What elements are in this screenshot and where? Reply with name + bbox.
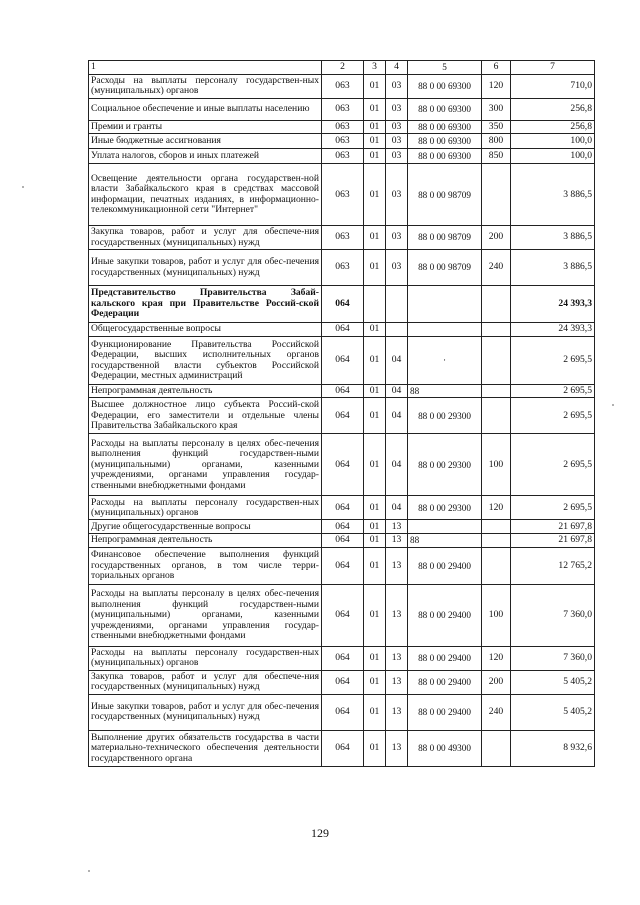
row-gr-cell: 064 [322, 694, 364, 730]
row-csr-cell [408, 286, 482, 323]
row-sum-cell: 21 697,8 [511, 534, 595, 547]
row-pr-cell: 03 [386, 98, 408, 120]
row-gr-cell: 064 [322, 286, 364, 323]
page-number: 129 [311, 826, 329, 840]
row-rz-cell: 01 [364, 98, 386, 120]
table-row [89, 534, 595, 547]
row-pr-cell: 04 [386, 337, 408, 385]
scan-speck [22, 186, 24, 188]
row-gr-cell: 063 [322, 120, 364, 133]
header-col-2: 2 [322, 61, 364, 75]
row-rz-cell: 01 [364, 120, 386, 133]
row-rz-cell: 01 [364, 694, 386, 730]
table-row [89, 286, 595, 323]
table-row [89, 323, 595, 337]
row-gr-cell: 063 [322, 226, 364, 250]
row-gr-cell: 064 [322, 730, 364, 766]
row-sum-cell: 3 886,5 [511, 164, 595, 226]
row-rz-cell: 01 [364, 226, 386, 250]
table-row [89, 98, 595, 120]
header-col-4: 4 [386, 61, 408, 75]
row-vr-cell [482, 286, 511, 323]
row-pr-cell: 03 [386, 250, 408, 286]
row-name-cell: Иные закупки товаров, работ и услуг для обес-печения государственных (муниципальных) нужд [89, 694, 322, 730]
row-pr-cell: 03 [386, 120, 408, 133]
row-vr-cell: 100 [482, 434, 511, 496]
row-csr-cell: 88 0 00 69300 [408, 98, 482, 120]
row-vr-cell [482, 520, 511, 534]
row-rz-cell: 01 [364, 534, 386, 547]
row-pr-cell: 13 [386, 670, 408, 694]
table-row [89, 670, 595, 694]
row-vr-cell: 100 [482, 584, 511, 646]
row-csr-cell: 88 [408, 534, 482, 547]
row-vr-cell: 350 [482, 120, 511, 133]
row-name-cell: Иные закупки товаров, работ и услуг для обес-печения государственных (муниципальных) нужд [89, 250, 322, 286]
row-name-cell: Уплата налогов, сборов и иных платежей [89, 149, 322, 164]
row-vr-cell: 850 [482, 149, 511, 164]
header-col-7: 7 [511, 61, 595, 75]
row-vr-cell: 300 [482, 98, 511, 120]
header-col-1: 1 [89, 61, 322, 75]
row-name-cell: Расходы на выплаты персоналу в целях обес-печения выполнения функций государствен-ными (муниципальными) органами, казенными учреждениями, органами управления государ-ственными внебюджетными фондами [89, 584, 322, 646]
row-sum-cell: 100,0 [511, 149, 595, 164]
row-sum-cell: 5 405,2 [511, 694, 595, 730]
row-name-cell: Закупка товаров, работ и услуг для обеспече-ния государственных (муниципальных) нужд [89, 670, 322, 694]
row-rz-cell: 01 [364, 584, 386, 646]
table-row [89, 337, 595, 385]
row-rz-cell: 01 [364, 75, 386, 99]
row-rz-cell: 01 [364, 250, 386, 286]
table-row [89, 730, 595, 766]
row-sum-cell: 8 932,6 [511, 730, 595, 766]
row-vr-cell [482, 534, 511, 547]
header-col-6: 6 [482, 61, 511, 75]
row-vr-cell: 800 [482, 134, 511, 149]
row-sum-cell: 3 886,5 [511, 250, 595, 286]
row-csr-cell: 88 0 00 69300 [408, 134, 482, 149]
row-gr-cell: 064 [322, 496, 364, 520]
table-row [89, 385, 595, 398]
row-rz-cell: 01 [364, 323, 386, 337]
budget-table-body [89, 61, 595, 767]
row-sum-cell: 2 695,5 [511, 434, 595, 496]
row-csr-cell: 88 0 00 29400 [408, 694, 482, 730]
row-pr-cell: 13 [386, 730, 408, 766]
row-rz-cell: 01 [364, 149, 386, 164]
row-csr-cell: 88 0 00 29300 [408, 434, 482, 496]
row-vr-cell: 120 [482, 75, 511, 99]
table-row [89, 164, 595, 226]
row-name-cell: Высшее должностное лицо субъекта Россий-ской Федерации, его заместители и отдельные члены Правительства Забайкальского края [89, 398, 322, 434]
row-vr-cell [482, 547, 511, 584]
table-row [89, 434, 595, 496]
row-name-cell: Представительство Правительства Забай-кальского края при Правительстве Россий-ской Федерации [89, 286, 322, 323]
row-gr-cell: 064 [322, 385, 364, 398]
row-pr-cell: 13 [386, 646, 408, 670]
row-csr-cell: 88 0 00 29400 [408, 646, 482, 670]
row-pr-cell: 03 [386, 134, 408, 149]
row-vr-cell: 200 [482, 226, 511, 250]
row-csr-cell: 88 0 00 69300 [408, 75, 482, 99]
row-pr-cell: 04 [386, 398, 408, 434]
row-vr-cell [482, 385, 511, 398]
table-row [89, 646, 595, 670]
row-gr-cell: 063 [322, 134, 364, 149]
row-sum-cell: 100,0 [511, 134, 595, 149]
row-rz-cell: 01 [364, 164, 386, 226]
row-csr-cell: 88 0 00 69300 [408, 120, 482, 133]
row-gr-cell: 064 [322, 646, 364, 670]
header-col-3: 3 [364, 61, 386, 75]
row-vr-cell: 200 [482, 670, 511, 694]
table-row [89, 120, 595, 133]
scan-speck [612, 404, 614, 406]
table-row [89, 398, 595, 434]
row-rz-cell: 01 [364, 730, 386, 766]
row-gr-cell: 063 [322, 250, 364, 286]
row-csr-cell: 88 0 00 29400 [408, 584, 482, 646]
row-sum-cell: 24 393,3 [511, 286, 595, 323]
row-csr-cell: 88 0 00 98709 [408, 250, 482, 286]
row-rz-cell: 01 [364, 134, 386, 149]
table-row [89, 496, 595, 520]
row-vr-cell [482, 164, 511, 226]
row-name-cell: Иные бюджетные ассигнования [89, 134, 322, 149]
row-gr-cell: 064 [322, 547, 364, 584]
row-csr-cell: · [408, 337, 482, 385]
row-name-cell: Расходы на выплаты персоналу в целях обес-печения выполнения функций государствен-ными (муниципальными) органами, казенными учреждениями, органами управления государ-ственными внебюджетными фондами [89, 434, 322, 496]
row-name-cell: Непрограммная деятельность [89, 534, 322, 547]
row-sum-cell: 2 695,5 [511, 337, 595, 385]
row-sum-cell: 2 695,5 [511, 398, 595, 434]
row-sum-cell: 2 695,5 [511, 385, 595, 398]
row-rz-cell: 01 [364, 670, 386, 694]
row-sum-cell: 256,8 [511, 98, 595, 120]
row-rz-cell: 01 [364, 547, 386, 584]
row-vr-cell [482, 323, 511, 337]
row-pr-cell: 13 [386, 584, 408, 646]
row-sum-cell: 24 393,3 [511, 323, 595, 337]
row-name-cell: Премии и гранты [89, 120, 322, 133]
table-row [89, 134, 595, 149]
row-gr-cell: 064 [322, 323, 364, 337]
table-row [89, 694, 595, 730]
row-gr-cell: 063 [322, 149, 364, 164]
row-sum-cell: 3 886,5 [511, 226, 595, 250]
row-name-cell: Функционирование Правительства Российской Федерации, высших исполнительных органов государственной власти субъектов Российской Федерации, местных администраций [89, 337, 322, 385]
row-csr-cell: 88 0 00 98709 [408, 164, 482, 226]
row-gr-cell: 063 [322, 98, 364, 120]
row-vr-cell: 120 [482, 496, 511, 520]
row-name-cell: Освещение деятельности органа государствен-ной власти Забайкальского края в средствах массовой информации, печатных изданиях, в информационно-телекоммуникационной сети "Интернет" [89, 164, 322, 226]
row-pr-cell: 13 [386, 694, 408, 730]
budget-table [88, 60, 595, 767]
row-rz-cell: 01 [364, 434, 386, 496]
table-row [89, 75, 595, 99]
row-rz-cell: 01 [364, 646, 386, 670]
row-pr-cell: 03 [386, 75, 408, 99]
row-sum-cell: 12 765,2 [511, 547, 595, 584]
table-row [89, 250, 595, 286]
row-rz-cell [364, 286, 386, 323]
row-pr-cell: 04 [386, 496, 408, 520]
row-gr-cell: 064 [322, 337, 364, 385]
row-csr-cell: 88 [408, 385, 482, 398]
row-vr-cell: 240 [482, 250, 511, 286]
row-sum-cell: 7 360,0 [511, 584, 595, 646]
row-sum-cell: 710,0 [511, 75, 595, 99]
table-row [89, 547, 595, 584]
row-name-cell: Расходы на выплаты персоналу государствен-ных (муниципальных) органов [89, 496, 322, 520]
row-gr-cell: 064 [322, 520, 364, 534]
row-sum-cell: 21 697,8 [511, 520, 595, 534]
row-gr-cell: 064 [322, 670, 364, 694]
row-sum-cell: 2 695,5 [511, 496, 595, 520]
row-csr-cell: 88 0 00 29400 [408, 670, 482, 694]
row-gr-cell: 064 [322, 584, 364, 646]
row-pr-cell: 03 [386, 164, 408, 226]
scan-speck [88, 870, 90, 872]
row-name-cell: Общегосударственные вопросы [89, 323, 322, 337]
row-gr-cell: 063 [322, 164, 364, 226]
row-name-cell: Финансовое обеспечение выполнения функций государственных органов, в том числе терри-ториальных органов [89, 547, 322, 584]
row-pr-cell [386, 286, 408, 323]
table-row [89, 584, 595, 646]
row-name-cell: Закупка товаров, работ и услуг для обеспече-ния государственных (муниципальных) нужд [89, 226, 322, 250]
row-vr-cell [482, 337, 511, 385]
row-vr-cell [482, 398, 511, 434]
row-rz-cell: 01 [364, 337, 386, 385]
row-rz-cell: 01 [364, 496, 386, 520]
table-row [89, 226, 595, 250]
row-pr-cell [386, 323, 408, 337]
row-csr-cell: 88 0 00 98709 [408, 226, 482, 250]
row-pr-cell: 13 [386, 534, 408, 547]
row-sum-cell: 256,8 [511, 120, 595, 133]
row-csr-cell: 88 0 00 49300 [408, 730, 482, 766]
row-vr-cell [482, 730, 511, 766]
row-csr-cell: 88 0 00 29300 [408, 496, 482, 520]
row-name-cell: Непрограммная деятельность [89, 385, 322, 398]
row-vr-cell: 240 [482, 694, 511, 730]
header-col-5: 5 [408, 61, 482, 75]
row-rz-cell: 01 [364, 398, 386, 434]
row-csr-cell: 88 0 00 69300 [408, 149, 482, 164]
row-csr-cell [408, 520, 482, 534]
row-name-cell: Выполнение других обязательств государства в части материально-технического обеспечения деятельности государственного органа [89, 730, 322, 766]
row-gr-cell: 064 [322, 398, 364, 434]
row-csr-cell: 88 0 00 29400 [408, 547, 482, 584]
table-row [89, 520, 595, 534]
row-sum-cell: 5 405,2 [511, 670, 595, 694]
row-name-cell: Другие общегосударственные вопросы [89, 520, 322, 534]
row-pr-cell: 13 [386, 520, 408, 534]
row-pr-cell: 03 [386, 149, 408, 164]
row-vr-cell: 120 [482, 646, 511, 670]
row-gr-cell: 064 [322, 434, 364, 496]
row-sum-cell: 7 360,0 [511, 646, 595, 670]
row-pr-cell: 04 [386, 434, 408, 496]
row-rz-cell: 01 [364, 520, 386, 534]
row-rz-cell: 01 [364, 385, 386, 398]
row-csr-cell [408, 323, 482, 337]
row-pr-cell: 13 [386, 547, 408, 584]
row-name-cell: Расходы на выплаты персоналу государствен-ных (муниципальных) органов [89, 646, 322, 670]
row-name-cell: Расходы на выплаты персоналу государствен-ных (муниципальных) органов [89, 75, 322, 99]
row-pr-cell: 04 [386, 385, 408, 398]
table-row [89, 149, 595, 164]
row-name-cell: Социальное обеспечение и иные выплаты населению [89, 98, 322, 120]
row-gr-cell: 064 [322, 534, 364, 547]
row-pr-cell: 03 [386, 226, 408, 250]
table-header-row [89, 61, 595, 75]
row-csr-cell: 88 0 00 29300 [408, 398, 482, 434]
row-gr-cell: 063 [322, 75, 364, 99]
